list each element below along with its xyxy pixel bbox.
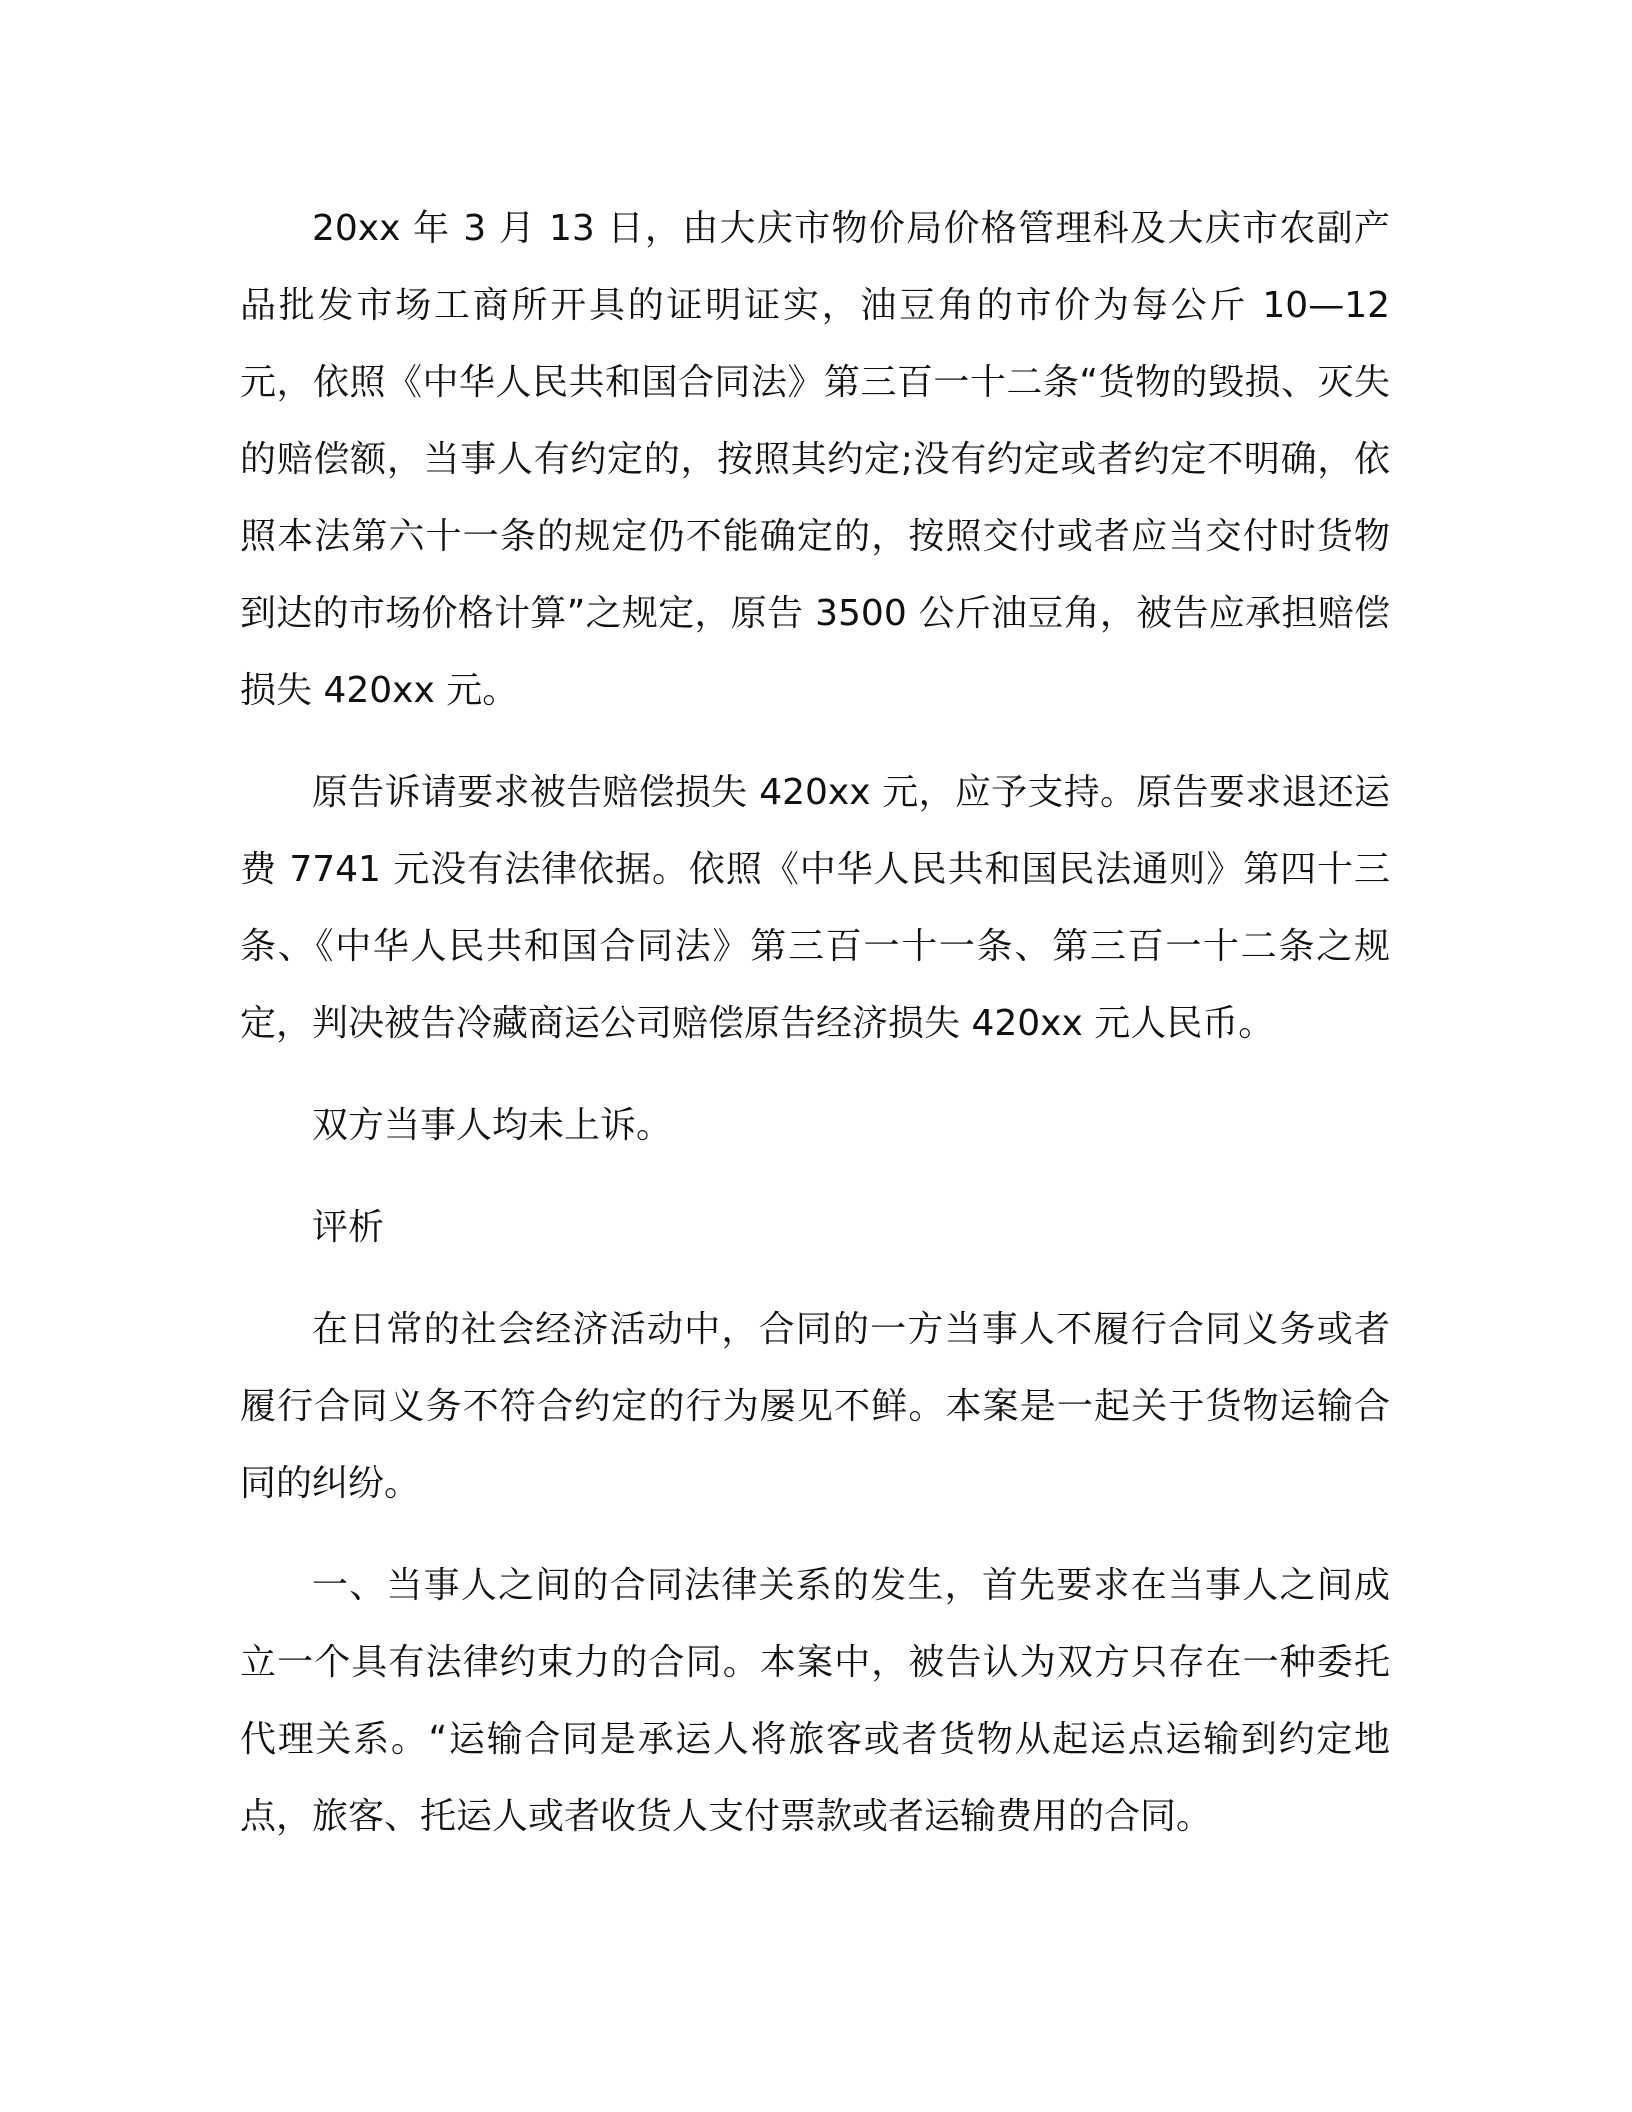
paragraph-judgment: 原告诉请要求被告赔偿损失 420xx 元，应予支持。原告要求退还运费 7741 元没有法律依据。依照《中华人民共和国民法通则》第四十三条、《中华人民共和国合同法》第三百一十一条、第三百一十二条之规定，判决被告冷藏商运公司赔偿原告经济损失 420xx 元人民币。	[240, 772, 1390, 1044]
paragraph-analysis-intro: 在日常的社会经济活动中，合同的一方当事人不履行合同义务或者履行合同义务不符合约定的行为屡见不鲜。本案是一起关于货物运输合同的纠纷。	[240, 1309, 1390, 1504]
document-body	[240, 190, 1390, 1855]
paragraph-compensation-calculation: 20xx 年 3 月 13 日，由大庆市物价局价格管理科及大庆市农副产品批发市场工商所开具的证明证实，油豆角的市价为每公斤 10—12 元，依照《中华人民共和国合同法》第三百一十二条“货物的毁损、灭失的赔偿额，当事人有约定的，按照其约定;没有约定或者约定不明确，依照本法第六十一条的规定仍不能确定的，按照交付或者应当交付时货物到达的市场价格计算”之规定，原告 3500 公斤油豆角，被告应承担赔偿损失 420xx 元。	[240, 208, 1390, 711]
section-heading-analysis: 评析	[312, 1207, 385, 1248]
paragraph-analysis-point-one: 一、当事人之间的合同法律关系的发生，首先要求在当事人之间成立一个具有法律约束力的合同。本案中，被告认为双方只存在一种委托代理关系。“运输合同是承运人将旅客或者货物从起运点运输到约定地点，旅客、托运人或者收货人支付票款或者运输费用的合同。	[240, 1565, 1390, 1837]
paragraph-no-appeal: 双方当事人均未上诉。	[312, 1105, 673, 1146]
